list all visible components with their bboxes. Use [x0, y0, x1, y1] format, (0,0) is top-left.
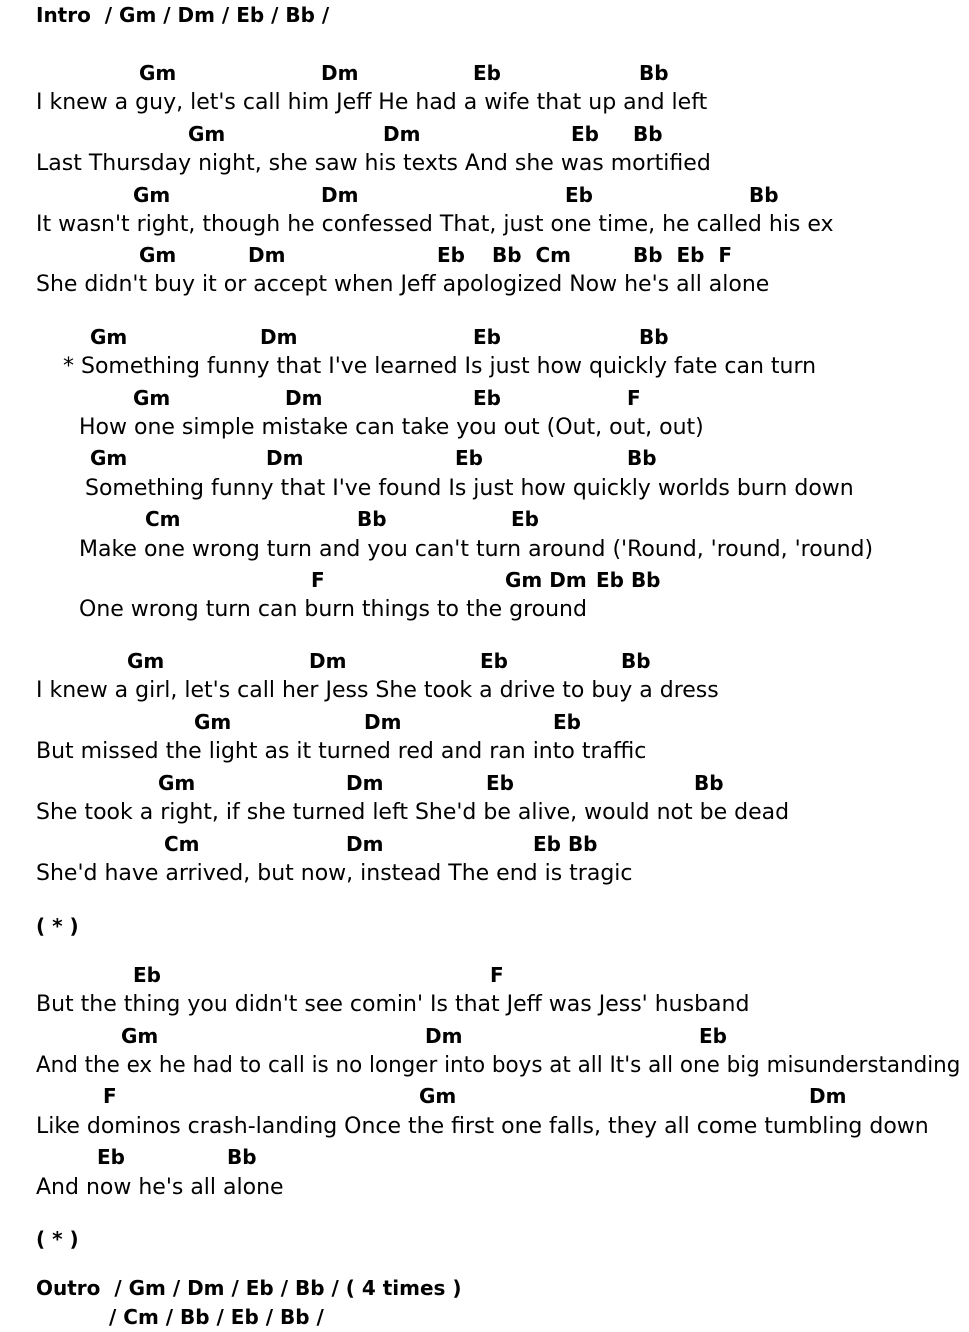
- chord: Bb: [639, 325, 669, 349]
- chorus-marker: ( * ): [36, 914, 79, 938]
- lyric-line: And now he's all alone: [36, 1175, 284, 1200]
- chord: Dm: [383, 122, 421, 146]
- chord: Eb: [511, 507, 539, 531]
- chord: Dm: [321, 61, 359, 85]
- chord: Eb: [473, 325, 501, 349]
- chord: Gm: [133, 386, 171, 410]
- chord: Bb: [227, 1145, 257, 1169]
- outro-line: Outro / Gm / Dm / Eb / Bb / ( 4 times ): [36, 1276, 462, 1300]
- chord: Dm: [809, 1084, 847, 1108]
- chord: Gm: [139, 61, 177, 85]
- chord: Eb: [455, 446, 483, 470]
- chord: F: [490, 963, 504, 987]
- lyric-line: She took a right, if she turned left She'd be alive, would not be dead: [36, 800, 790, 825]
- lyric-line: She didn't buy it or accept when Jeff apologized Now he's all alone: [36, 272, 770, 297]
- chord: Eb: [699, 1024, 727, 1048]
- chord: Dm: [248, 243, 286, 267]
- chord: Gm: [139, 243, 177, 267]
- lyric-line: I knew a guy, let's call him Jeff He had a wife that up and left: [36, 90, 708, 115]
- chord: F: [627, 386, 641, 410]
- chord: Gm: [194, 710, 232, 734]
- chord: Dm: [364, 710, 402, 734]
- chord: Gm: [127, 649, 165, 673]
- chord: Bb Cm: [492, 243, 572, 267]
- chord: Gm Dm: [505, 568, 587, 592]
- lyric-line: Make one wrong turn and you can't turn around ('Round, 'round, 'round): [79, 537, 874, 562]
- chord: Gm: [121, 1024, 159, 1048]
- chord: Eb: [473, 386, 501, 410]
- chord: Eb Bb: [533, 832, 598, 856]
- lyric-line: Last Thursday night, she saw his texts And she was mortified: [36, 151, 711, 176]
- chord: Eb: [553, 710, 581, 734]
- lyric-line: One wrong turn can burn things to the ground: [79, 597, 587, 622]
- lyric-line: Like dominos crash-landing Once the first one falls, they all come tumbling down: [36, 1114, 929, 1139]
- intro-line: Intro / Gm / Dm / Eb / Bb /: [36, 3, 330, 27]
- chord: Eb: [480, 649, 508, 673]
- chord: Dm: [425, 1024, 463, 1048]
- chord: Eb: [571, 122, 599, 146]
- chord: Dm: [285, 386, 323, 410]
- chord: Dm: [309, 649, 347, 673]
- chord: Eb: [97, 1145, 125, 1169]
- chord: Bb: [357, 507, 387, 531]
- chord: Dm: [321, 183, 359, 207]
- chord: Eb: [133, 963, 161, 987]
- lyric-line: Something funny that I've found Is just how quickly worlds burn down: [85, 476, 854, 501]
- lyric-line: And the ex he had to call is no longer into boys at all It's all one big misunderstanding: [36, 1053, 961, 1078]
- chord: Dm: [266, 446, 304, 470]
- chord: Dm: [346, 832, 384, 856]
- chorus-marker: ( * ): [36, 1227, 79, 1251]
- chord: Cm: [164, 832, 200, 856]
- chord: Bb: [749, 183, 779, 207]
- chord: Dm: [260, 325, 298, 349]
- chord: Bb: [627, 446, 657, 470]
- lyric-line: I knew a girl, let's call her Jess She took a drive to buy a dress: [36, 678, 719, 703]
- chord: Gm: [90, 325, 128, 349]
- chord: Eb: [565, 183, 593, 207]
- chord: Eb: [473, 61, 501, 85]
- chord: Gm: [419, 1084, 457, 1108]
- chord: Gm: [90, 446, 128, 470]
- outro-line: / Cm / Bb / Eb / Bb /: [109, 1305, 324, 1329]
- chord: F: [311, 568, 325, 592]
- lyric-line: * Something funny that I've learned Is just how quickly fate can turn: [63, 354, 817, 379]
- chord: Bb Eb F: [633, 243, 733, 267]
- chord: Bb: [639, 61, 669, 85]
- lyric-line: She'd have arrived, but now, instead The end is tragic: [36, 861, 633, 886]
- chord: Bb: [633, 122, 663, 146]
- chord: F: [103, 1084, 117, 1108]
- chord: Gm: [158, 771, 196, 795]
- chord: Gm: [133, 183, 171, 207]
- chord: Gm: [188, 122, 226, 146]
- lyric-line: But the thing you didn't see comin' Is that Jeff was Jess' husband: [36, 992, 750, 1017]
- lyric-line: How one simple mistake can take you out (Out, out, out): [79, 415, 704, 440]
- chord: Cm: [145, 507, 181, 531]
- chord: Dm: [346, 771, 384, 795]
- lyric-line: It wasn't right, though he confessed That, just one time, he called his ex: [36, 212, 834, 237]
- chord: Eb Bb: [596, 568, 661, 592]
- chord: Eb: [486, 771, 514, 795]
- chord: Bb: [694, 771, 724, 795]
- chord: Eb: [437, 243, 465, 267]
- lyric-line: But missed the light as it turned red and ran into traffic: [36, 739, 647, 764]
- chord: Bb: [621, 649, 651, 673]
